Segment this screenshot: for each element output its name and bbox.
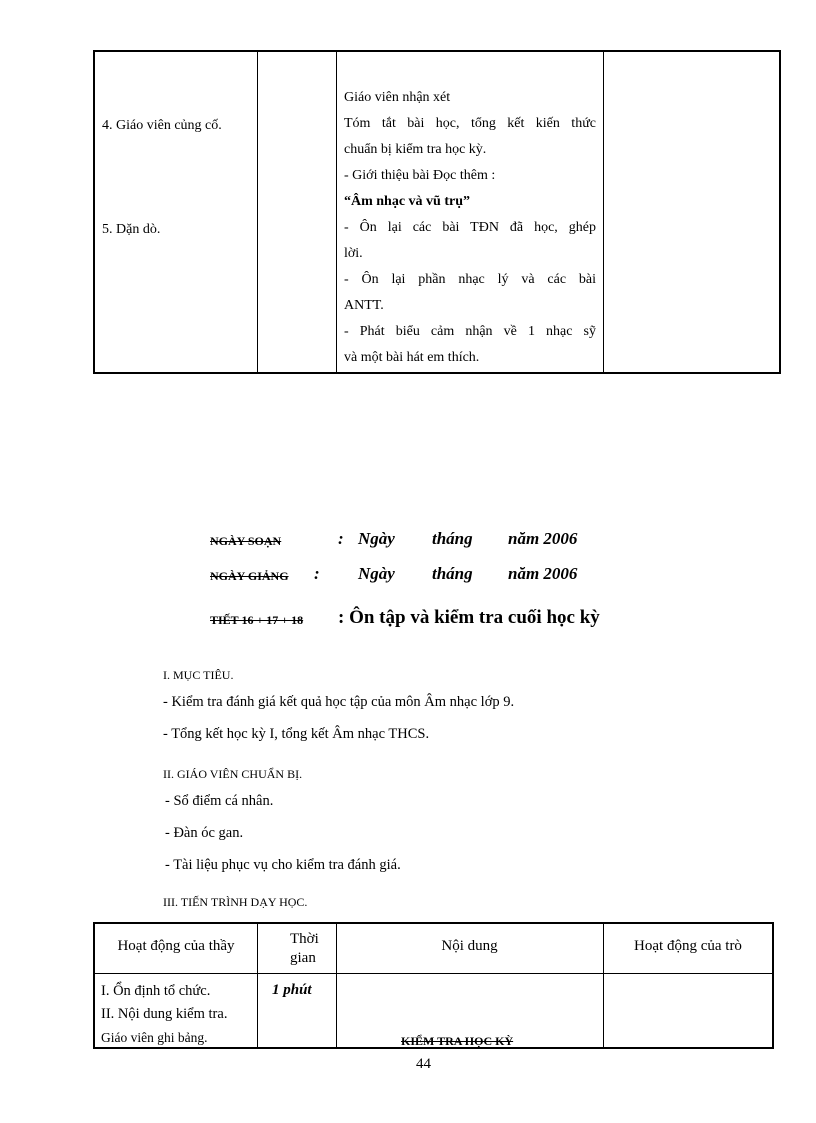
content-line: - Giới thiệu bài Đọc thêm : (344, 168, 496, 183)
teacher-line: I. Ổn định tổ chức. (101, 983, 211, 999)
muc-tieu-item: - Tổng kết học kỳ I, tổng kết Âm nhạc THCS. (163, 726, 430, 742)
content-line: Tóm tắt bài học, tổng kết kiến thức (344, 116, 596, 131)
item-giao-vien-cung-co: 4. Giáo viên củng cố. (102, 118, 222, 133)
section-tien-trinh-title: III. TIẾN TRÌNH DẠY HỌC. (163, 895, 308, 909)
content-cell-heading: KIỂM TRA HỌC KỲ (401, 1034, 514, 1048)
content-line: Giáo viên nhận xét (344, 90, 451, 105)
section-muc-tieu-title: I. MỤC TIÊU. (163, 668, 234, 682)
muc-tieu-item: - Kiểm tra đánh giá kết quả học tập của môn Âm nhạc lớp 9. (163, 694, 515, 710)
header-noi-dung: Nội dung (441, 938, 498, 954)
column-divider (257, 924, 258, 1047)
ngay-giang-year: năm 2006 (508, 564, 578, 583)
content-line: lời. (344, 246, 363, 261)
item-dan-do: 5. Dặn dò. (102, 222, 161, 237)
column-divider (257, 52, 258, 372)
ngay-soan-month: tháng (432, 529, 473, 548)
ngay-soan-colon: : (338, 529, 344, 548)
ngay-soan-day: Ngày (358, 529, 395, 548)
ngay-giang-label: NGÀY GIẢNG (210, 569, 289, 583)
reading-title: “Âm nhạc và vũ trụ” (344, 194, 471, 209)
header-thoi-gian: Thời gian (290, 931, 319, 966)
chuan-bi-item: - Sổ điểm cá nhân. (165, 793, 274, 809)
header-hoat-dong-thay: Hoạt động của thầy (117, 938, 235, 954)
time-cell: 1 phút (272, 982, 312, 998)
lesson-title: : Ôn tập và kiểm tra cuối học kỳ (338, 607, 600, 628)
teacher-line: II. Nội dung kiểm tra. (101, 1006, 228, 1022)
content-line: - Ôn lại các bài TĐN đã học, ghép (344, 220, 596, 235)
page-number: 44 (416, 1056, 431, 1072)
chuan-bi-item: - Tài liệu phục vụ cho kiểm tra đánh giá. (165, 857, 401, 873)
teacher-line: Giáo viên ghi bảng. (101, 1030, 208, 1045)
ngay-giang-colon: : (314, 564, 320, 583)
content-line: - Phát biểu cảm nhận về 1 nhạc sỹ (344, 324, 596, 339)
column-divider (603, 52, 604, 372)
top-table (93, 50, 781, 374)
ngay-soan-year: năm 2006 (508, 529, 578, 548)
lesson-table (93, 922, 774, 1049)
chuan-bi-item: - Đàn óc gan. (165, 825, 244, 841)
content-line: - Ôn lại phần nhạc lý và các bài (344, 272, 596, 287)
ngay-giang-month: tháng (432, 564, 473, 583)
teacher-activity-cell (101, 980, 227, 1049)
ngay-soan-label: NGÀY SOẠN (210, 534, 282, 548)
header-row-divider (95, 973, 772, 974)
content-line: chuẩn bị kiểm tra học kỳ. (344, 142, 487, 157)
header-hoat-dong-tro: Hoạt động của trò (634, 938, 742, 954)
content-line: và một bài hát em thích. (344, 350, 480, 365)
ngay-giang-day: Ngày (358, 564, 395, 583)
content-line: ANTT. (344, 298, 384, 313)
content-cell (344, 85, 596, 371)
section-chuan-bi-title: II. GIÁO VIÊN CHUẨN BỊ. (163, 767, 303, 781)
column-divider (336, 52, 337, 372)
tiet-label: TIẾT 16 + 17 + 18 (210, 613, 304, 627)
